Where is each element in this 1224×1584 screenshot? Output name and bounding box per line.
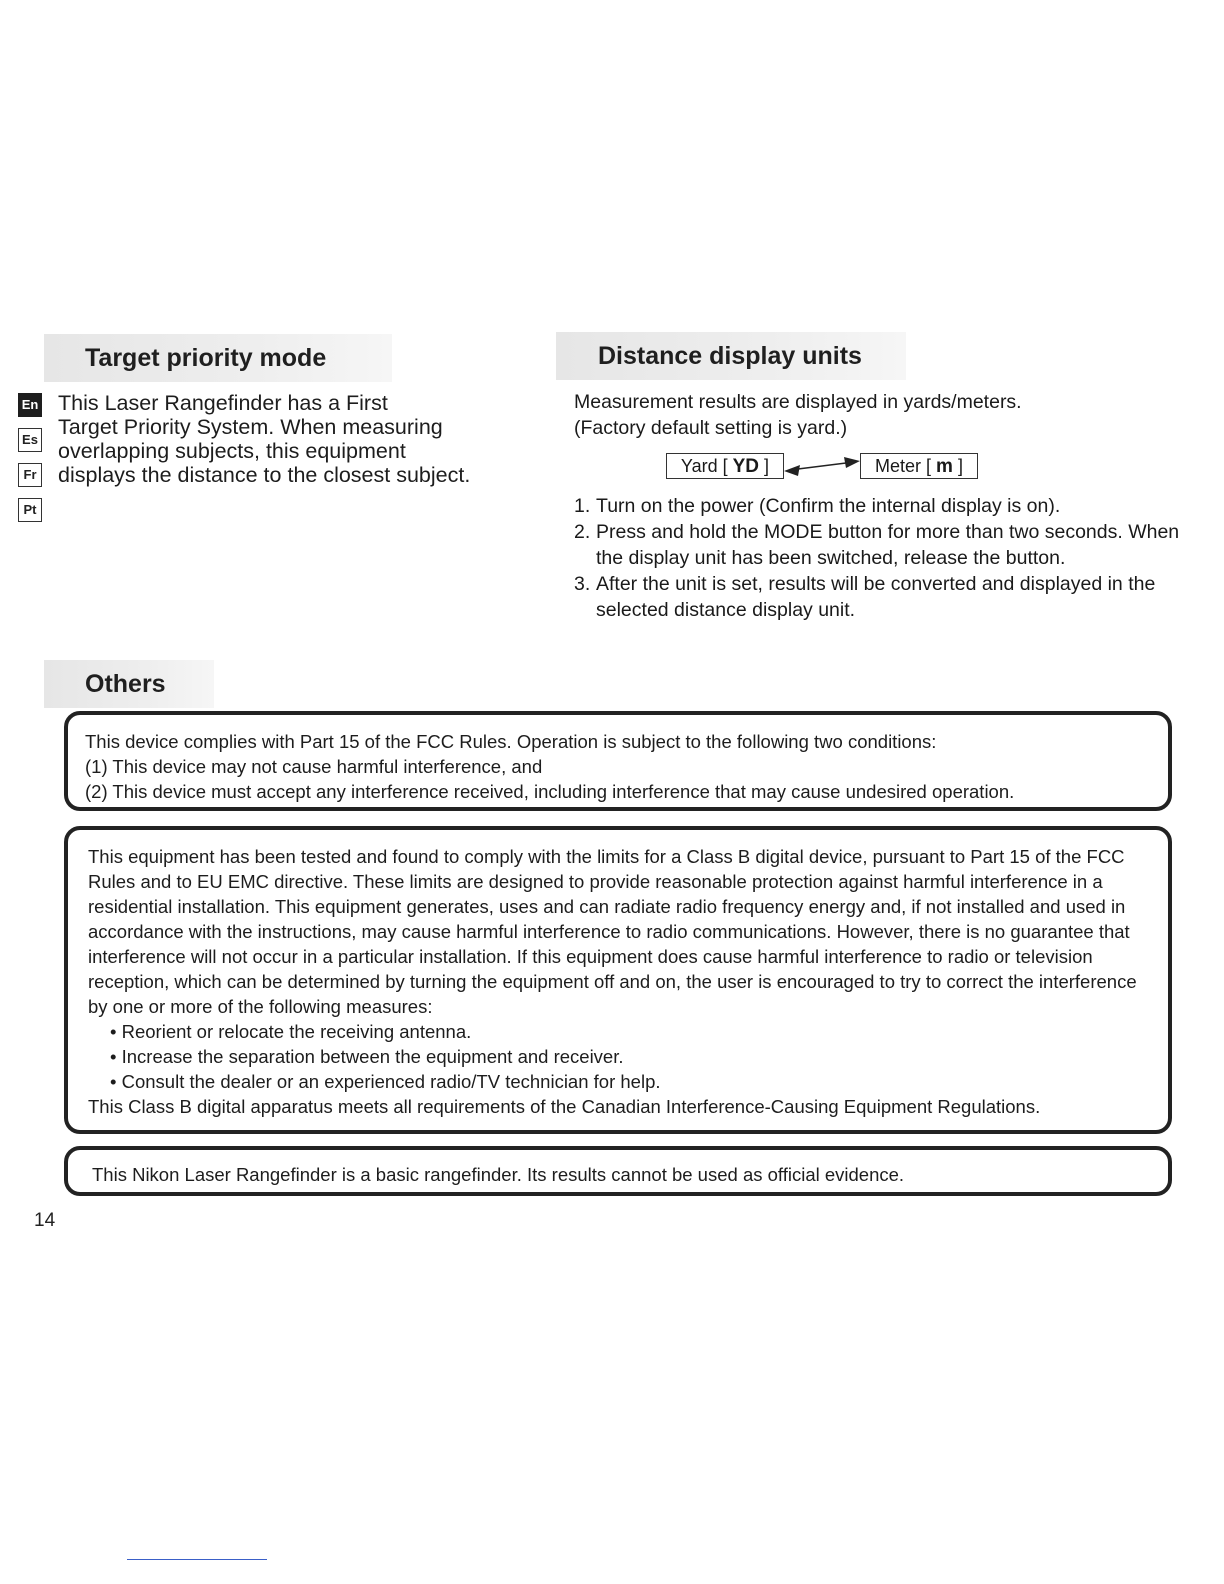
others-heading: Others: [44, 660, 214, 708]
double-arrow-icon: [780, 454, 864, 480]
step-text: After the unit is set, results will be converted and displayed in the selected distance display unit.: [596, 573, 1156, 621]
footer-rule: [127, 1559, 267, 1560]
step-number: 2.: [574, 521, 591, 543]
text-line: Measurement results are displayed in yards/meters.: [574, 391, 1022, 413]
lang-tab-pt[interactable]: Pt: [18, 498, 42, 522]
text-line: This Laser Rangefinder has a First: [58, 391, 388, 415]
list-item: [574, 571, 1194, 623]
text-line: This device complies with Part 15 of the FCC Rules. Operation is subject to the following two conditions:: [85, 731, 937, 752]
lang-tab-en[interactable]: En: [18, 393, 42, 417]
text-line: overlapping subjects, this equipment: [58, 439, 406, 463]
text-line: Target Priority System. When measuring: [58, 415, 443, 439]
language-tabs: [18, 393, 44, 533]
step-text: Turn on the power (Confirm the internal display is on).: [596, 495, 1061, 517]
distance-steps: [574, 493, 1194, 623]
list-item: • Consult the dealer or an experienced radio/TV technician for help.: [110, 1071, 661, 1092]
list-item: [574, 519, 1194, 571]
class-b-notice-panel: [64, 826, 1172, 1134]
text-line: (2) This device must accept any interference received, including interference that may cause undesired operation.: [85, 781, 1015, 802]
unit-meter-abbr: m: [936, 456, 953, 477]
distance-units-heading: Distance display units: [556, 332, 906, 380]
class-b-paragraph: This equipment has been tested and found to comply with the limits for a Class B digital device, pursuant to Part 15 of the FCC Rules and to EU EMC directive. These limits are designed to provide reasonable protection against harmful interference in a residential installation. This equipment generates, uses and can radiate radio frequency energy and, if not installed and used in accordance with the instructions, may cause harmful interference to radio communications. However, there is no guarantee that interference will not occur in a particular installation. If this equipment does cause harmful interference to radio or television reception, which can be determined by turning the equipment off and on, the user is encouraged to try to correct the interference by one or more of the following measures:: [88, 846, 1137, 1017]
text-line: (1) This device may not cause harmful interference, and: [85, 756, 543, 777]
unit-yard-box: [666, 453, 784, 479]
unit-bracket-close: ]: [957, 456, 963, 476]
distance-intro: [574, 389, 1174, 441]
step-number: 3.: [574, 573, 591, 595]
unit-yard-abbr: YD: [732, 456, 760, 477]
step-number: 1.: [574, 495, 591, 517]
lang-tab-es[interactable]: Es: [18, 428, 42, 452]
class-b-closing: This Class B digital apparatus meets all requirements of the Canadian Interference-Causing Equipment Regulations.: [88, 1096, 1041, 1117]
text-line: (Factory default setting is yard.): [574, 417, 848, 439]
list-item: • Reorient or relocate the receiving antenna.: [110, 1021, 472, 1042]
text-line: displays the distance to the closest subject.: [58, 463, 471, 487]
nikon-note-panel: [64, 1146, 1172, 1196]
step-text: Press and hold the MODE button for more than two seconds. When the display unit has been switched, release the button.: [596, 521, 1180, 569]
nikon-note-text: This Nikon Laser Rangefinder is a basic rangefinder. Its results cannot be used as official evidence.: [92, 1164, 905, 1185]
list-item: • Increase the separation between the equipment and receiver.: [110, 1046, 624, 1067]
unit-meter-label: Meter [: [875, 456, 932, 476]
target-priority-text: [58, 391, 528, 487]
page-number: 14: [34, 1210, 56, 1231]
lang-tab-fr[interactable]: Fr: [18, 463, 42, 487]
list-item: [574, 493, 1194, 519]
unit-bracket-close: ]: [764, 456, 770, 476]
target-priority-heading: Target priority mode: [44, 334, 392, 382]
fcc-notice-panel: [64, 711, 1172, 811]
unit-yard-label: Yard [: [680, 456, 728, 476]
unit-meter-box: [860, 453, 978, 479]
